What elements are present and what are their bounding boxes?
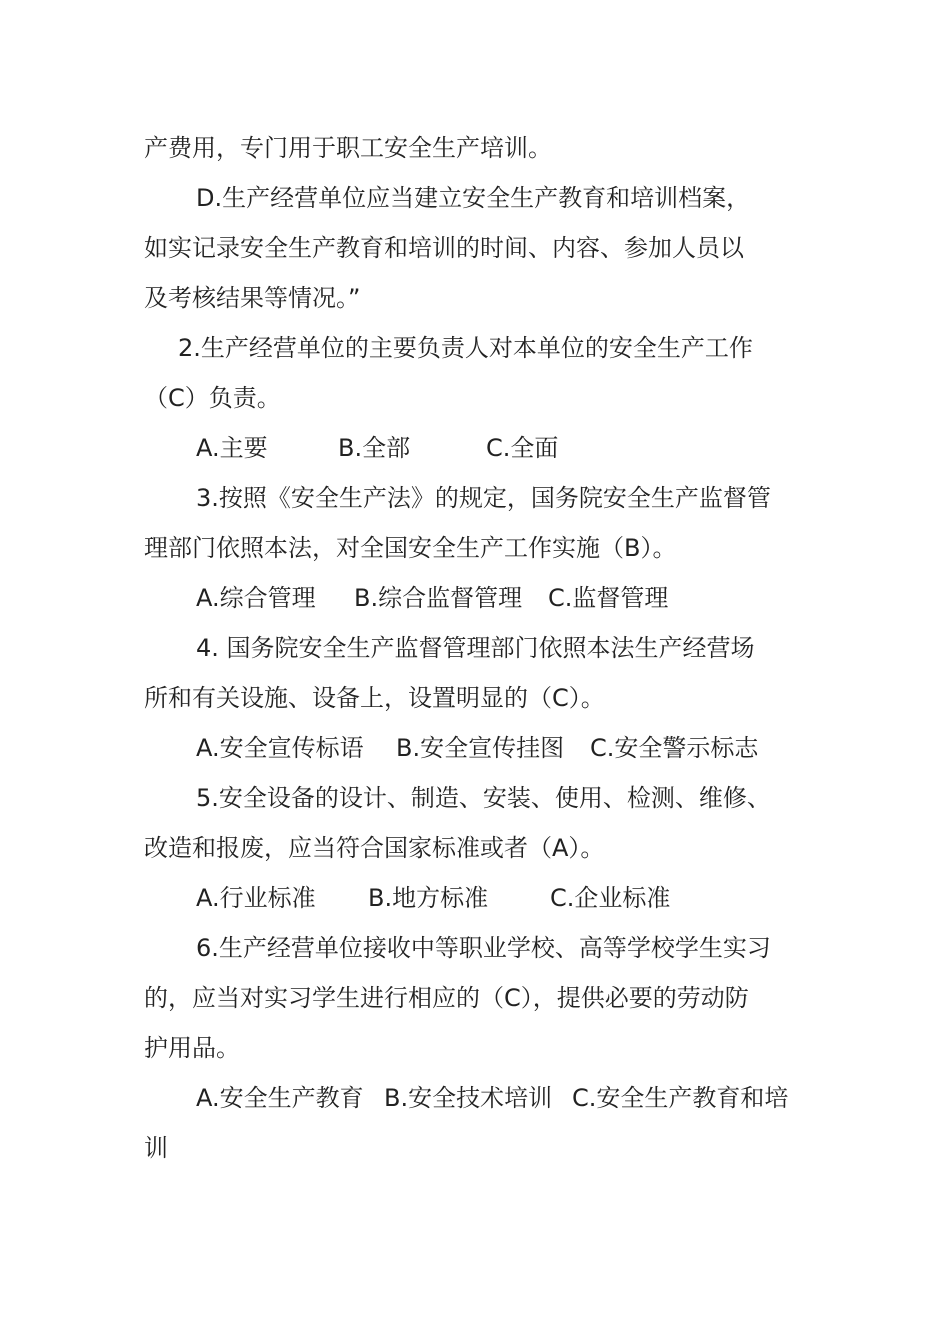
q3-option-c: C.监督管理	[548, 584, 669, 612]
question-6-cont: 的，应当对实习学生进行相应的（C），提供必要的劳动防	[144, 984, 749, 1012]
q2-option-b: B.全部	[338, 434, 411, 462]
q6-option-a: A.安全生产教育	[196, 1084, 364, 1112]
q2-option-a: A.主要	[196, 434, 268, 462]
q5-option-a: A.行业标准	[196, 884, 316, 912]
question-6-cont: 护用品。	[144, 1034, 240, 1062]
option-d-line: D.生产经营单位应当建立安全生产教育和培训档案，	[196, 184, 751, 212]
q6-option-b: B.安全技术培训	[384, 1084, 553, 1112]
q6-option-c-cont: 训	[144, 1134, 168, 1162]
question-4-cont: 所和有关设施、设备上，设置明显的（C）。	[144, 684, 605, 712]
question-6: 6.生产经营单位接收中等职业学校、高等学校学生实习	[196, 934, 771, 962]
q4-option-c: C.安全警示标志	[590, 734, 759, 762]
q3-option-a: A.综合管理	[196, 584, 316, 612]
q4-option-b: B.安全宣传挂图	[396, 734, 565, 762]
q4-option-a: A.安全宣传标语	[196, 734, 364, 762]
q5-option-b: B.地方标准	[368, 884, 489, 912]
text-line: 及考核结果等情况。”	[144, 284, 361, 312]
q2-option-c: C.全面	[486, 434, 559, 462]
question-4: 4. 国务院安全生产监督管理部门依照本法生产经营场	[196, 634, 755, 662]
text-line: 产费用，专门用于职工安全生产培训。	[144, 134, 552, 162]
q5-option-c: C.企业标准	[550, 884, 671, 912]
question-2: 2.生产经营单位的主要负责人对本单位的安全生产工作	[178, 334, 753, 362]
text-line: 如实记录安全生产教育和培训的时间、内容、参加人员以	[144, 234, 744, 262]
question-3-cont: 理部门依照本法，对全国安全生产工作实施（B）。	[144, 534, 677, 562]
q6-option-c: C.安全生产教育和培	[572, 1084, 789, 1112]
question-5-cont: 改造和报废，应当符合国家标准或者（A）。	[144, 834, 605, 862]
q3-option-b: B.综合监督管理	[354, 584, 523, 612]
question-5: 5.安全设备的设计、制造、安装、使用、检测、维修、	[196, 784, 771, 812]
question-3: 3.按照《安全生产法》的规定，国务院安全生产监督管	[196, 484, 771, 512]
question-2-cont: （C）负责。	[144, 384, 281, 412]
